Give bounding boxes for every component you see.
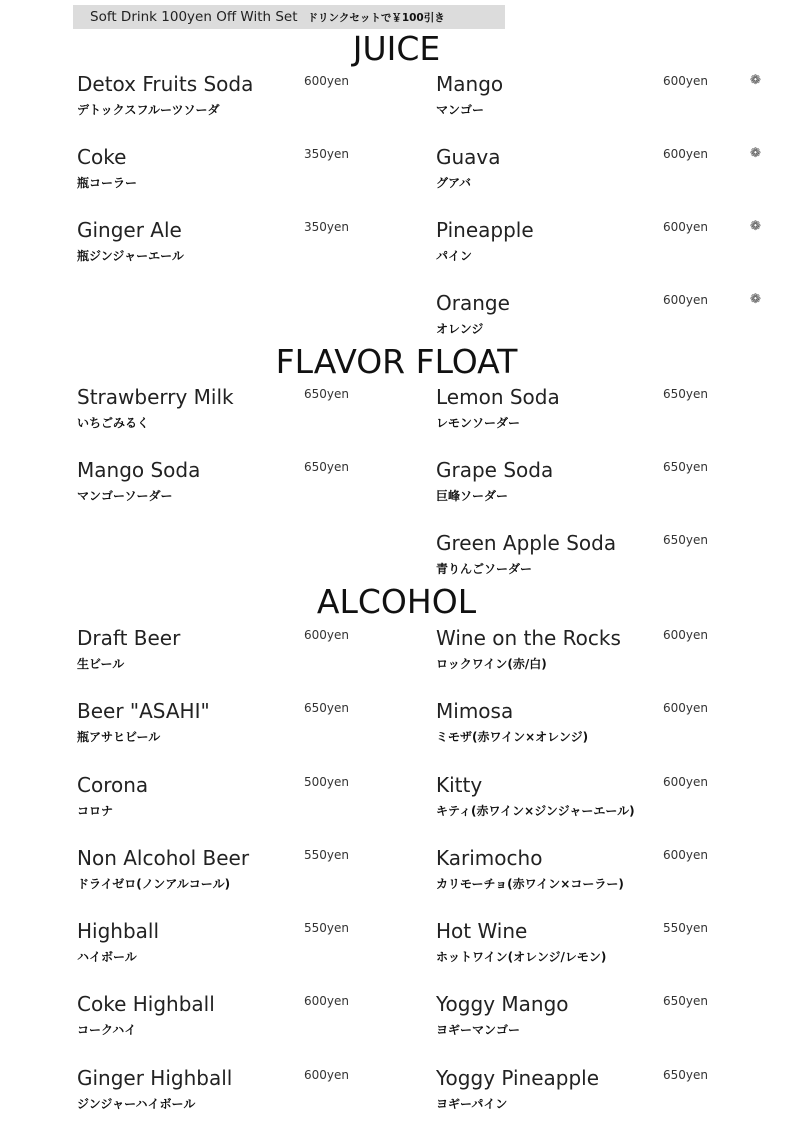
item-japanese-name: レモンソーダー xyxy=(436,416,521,430)
section-title-alcohol: ALCOHOL xyxy=(316,582,477,621)
item-name: Kitty xyxy=(436,773,483,797)
item-price: 350yen xyxy=(304,147,349,161)
menu-item xyxy=(436,919,776,979)
item-name: Mango Soda xyxy=(77,458,201,482)
item-name: Grape Soda xyxy=(436,458,554,482)
item-price: 600yen xyxy=(663,220,708,234)
section-title-flavor-float: FLAVOR FLOAT xyxy=(275,342,518,381)
item-name: Pineapple xyxy=(436,218,534,242)
item-japanese-name: いちごみるく xyxy=(77,416,150,430)
item-japanese-name: ヨギーパイン xyxy=(436,1097,508,1111)
flower-icon: ❁ xyxy=(750,219,761,234)
set-discount-banner xyxy=(73,5,505,29)
menu-item xyxy=(77,699,417,759)
item-price: 600yen xyxy=(663,147,708,161)
item-name: Draft Beer xyxy=(77,626,181,650)
menu-item xyxy=(436,1066,776,1126)
item-japanese-name: ハイボール xyxy=(77,950,137,964)
item-japanese-name: ミモザ(赤ワイン×オレンジ) xyxy=(436,730,589,744)
menu-item xyxy=(436,72,776,132)
flower-icon: ❁ xyxy=(750,292,761,307)
item-japanese-name: パイン xyxy=(436,249,473,263)
item-price: 650yen xyxy=(663,387,708,401)
item-price: 600yen xyxy=(663,628,708,642)
item-name: Guava xyxy=(436,145,501,169)
item-price: 600yen xyxy=(304,628,349,642)
item-name: Mango xyxy=(436,72,504,96)
banner-english-text: Soft Drink 100yen Off With Set xyxy=(90,9,298,25)
menu-item xyxy=(436,846,776,906)
item-japanese-name: グアバ xyxy=(436,176,472,190)
item-japanese-name: カリモーチョ(赤ワイン×コーラー) xyxy=(436,877,624,891)
item-price: 600yen xyxy=(663,775,708,789)
item-price: 600yen xyxy=(663,74,708,88)
item-name: Highball xyxy=(77,919,160,943)
menu-item xyxy=(436,773,776,833)
menu-item xyxy=(77,773,417,833)
item-price: 650yen xyxy=(663,1068,708,1082)
item-name: Coke Highball xyxy=(77,992,215,1016)
item-price: 600yen xyxy=(663,848,708,862)
menu-item xyxy=(77,992,417,1052)
item-price: 550yen xyxy=(304,921,349,935)
item-name: Hot Wine xyxy=(436,919,528,943)
item-japanese-name: キティ(赤ワイン×ジンジャーエール) xyxy=(436,804,635,818)
item-price: 650yen xyxy=(663,994,708,1008)
item-price: 600yen xyxy=(304,1068,349,1082)
menu-item xyxy=(436,291,776,351)
item-price: 600yen xyxy=(663,293,708,307)
item-price: 500yen xyxy=(304,775,349,789)
item-name: Mimosa xyxy=(436,699,514,723)
item-japanese-name: マンゴーソーダー xyxy=(77,489,173,503)
item-japanese-name: ドライゼロ(ノンアルコール) xyxy=(77,877,231,891)
item-name: Non Alcohol Beer xyxy=(77,846,250,870)
item-price: 650yen xyxy=(304,387,349,401)
menu-item xyxy=(77,846,417,906)
item-price: 550yen xyxy=(663,921,708,935)
flower-icon: ❁ xyxy=(750,146,761,161)
item-name: Yoggy Mango xyxy=(436,992,569,1016)
item-price: 600yen xyxy=(304,74,349,88)
item-japanese-name: ホットワイン(オレンジ/レモン) xyxy=(436,950,607,964)
item-price: 650yen xyxy=(304,701,349,715)
item-name: Strawberry Milk xyxy=(77,385,234,409)
menu-item xyxy=(77,218,417,278)
menu-item xyxy=(77,919,417,979)
item-name: Detox Fruits Soda xyxy=(77,72,254,96)
menu-item xyxy=(436,531,776,591)
item-japanese-name: コロナ xyxy=(77,804,114,818)
item-japanese-name: 瓶ジンジャーエール xyxy=(77,249,184,263)
menu-item xyxy=(436,385,776,445)
item-japanese-name: オレンジ xyxy=(436,322,484,336)
item-japanese-name: 瓶コーラー xyxy=(77,176,138,190)
menu-item xyxy=(436,145,776,205)
item-price: 650yen xyxy=(304,460,349,474)
banner-japanese-text: ドリンクセットで￥100引き xyxy=(307,11,445,24)
item-price: 600yen xyxy=(304,994,349,1008)
item-japanese-name: デトックスフルーツソーダ xyxy=(77,103,220,117)
item-price: 650yen xyxy=(663,460,708,474)
item-name: Corona xyxy=(77,773,149,797)
item-name: Karimocho xyxy=(436,846,543,870)
item-name: Yoggy Pineapple xyxy=(436,1066,600,1090)
item-japanese-name: 生ビール xyxy=(77,657,125,671)
flower-icon: ❁ xyxy=(750,73,761,88)
menu-item xyxy=(77,458,417,518)
item-name: Orange xyxy=(436,291,510,315)
section-title-juice: JUICE xyxy=(352,29,441,68)
item-japanese-name: ロックワイン(赤/白) xyxy=(436,657,547,671)
item-japanese-name: コークハイ xyxy=(77,1023,137,1037)
item-japanese-name: 青りんごソーダー xyxy=(436,562,533,576)
menu-item xyxy=(436,992,776,1052)
item-name: Ginger Highball xyxy=(77,1066,233,1090)
item-name: Ginger Ale xyxy=(77,218,182,242)
menu-item xyxy=(436,458,776,518)
menu-item xyxy=(77,385,417,445)
menu-item xyxy=(77,626,417,686)
item-price: 600yen xyxy=(663,701,708,715)
item-japanese-name: 巨峰ソーダー xyxy=(436,489,509,503)
menu-item xyxy=(77,72,417,132)
menu-item xyxy=(77,1066,417,1126)
item-japanese-name: ヨギーマンゴー xyxy=(436,1023,521,1037)
menu-item xyxy=(436,626,776,686)
item-price: 350yen xyxy=(304,220,349,234)
item-japanese-name: マンゴー xyxy=(436,103,485,117)
item-name: Green Apple Soda xyxy=(436,531,617,555)
item-name: Lemon Soda xyxy=(436,385,560,409)
menu-item xyxy=(436,218,776,278)
item-japanese-name: ジンジャーハイボール xyxy=(77,1097,196,1111)
item-name: Wine on the Rocks xyxy=(436,626,621,650)
menu-item xyxy=(436,699,776,759)
item-price: 550yen xyxy=(304,848,349,862)
item-japanese-name: 瓶アサヒビール xyxy=(77,730,161,744)
item-name: Coke xyxy=(77,145,127,169)
item-price: 650yen xyxy=(663,533,708,547)
menu-item xyxy=(77,145,417,205)
item-name: Beer "ASAHI" xyxy=(77,699,210,723)
